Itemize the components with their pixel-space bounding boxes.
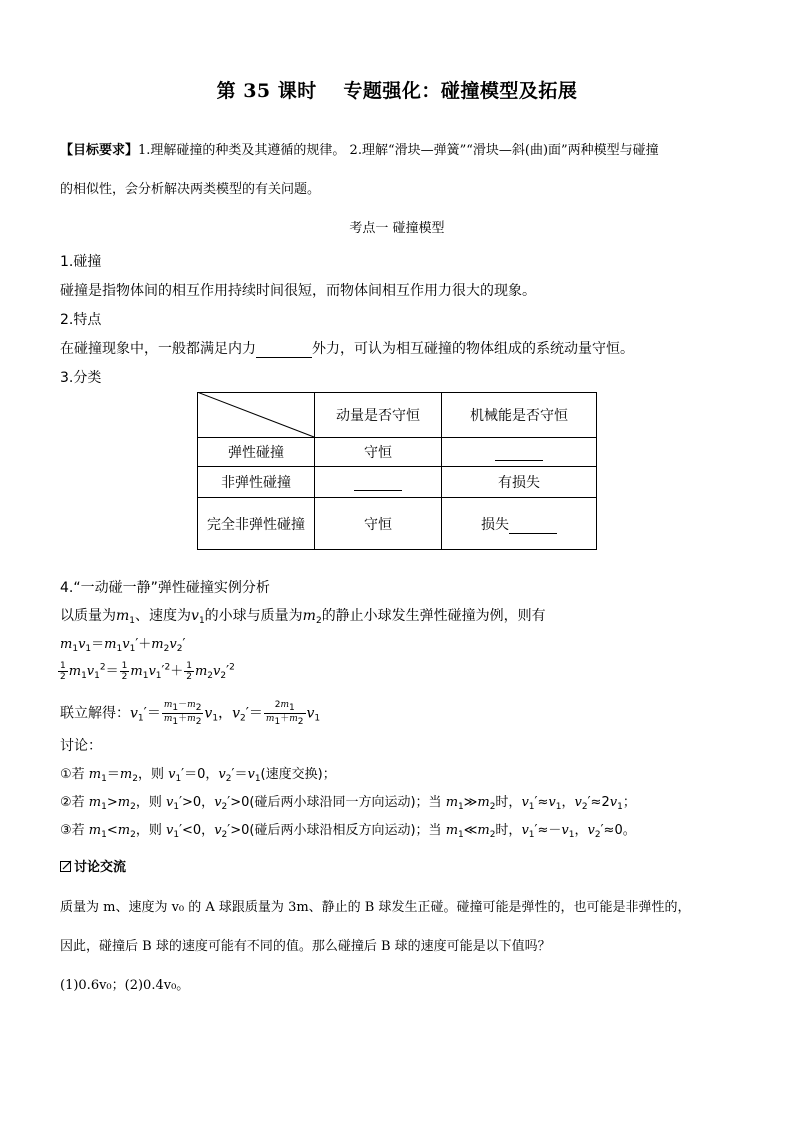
discussion-label: 讨论： — [60, 738, 102, 754]
section-1-heading: 1.碰撞 — [60, 254, 102, 270]
table-row-type: 弹性碰撞 — [198, 438, 315, 467]
section-1-text: 碰撞是指物体间的相互作用持续时间很短，而物体间相互作用力很大的现象。 — [60, 283, 536, 299]
section-3-heading: 3.分类 — [60, 370, 102, 386]
section-4-heading: 4.“一动碰一静”弹性碰撞实例分析 — [60, 580, 270, 596]
case-2: ②若 $m_1>m_2$，则 $v_1'>0$，$v_2'>0$(碰后两小球沿同一方向运动)；当 $m_1≫m_2$时，$v_1'\approx v_1$，$v_2'\approx 2v_1$； — [60, 795, 636, 812]
objectives-label: 【目标要求】 — [60, 143, 139, 158]
solution-equation: 联立解得：$v_1'=$ $\frac{m_1-m_2}{m_1+m_2}$ $v_1$，$v_2'=$ $\frac{2m_1}{m_1+m_2}$ $v_1$ — [60, 700, 321, 727]
table-header-energy: 机械能是否守恒 — [442, 393, 597, 438]
discussion-header: 讨论交流 — [60, 856, 126, 875]
case-1: ①若 $m_1=m_2$，则 $v_1'=0$，$v_2'=v_1$(速度交换)； — [60, 767, 336, 784]
case-3: ③若 $m_1<m_2$，则 $v_1'<0$，$v_2'>0$(碰后两小球沿相反方向运动)；当 $m_1≪m_2$时，$v_1'\approx-v_1$，$v_2'\approx 0$。 — [60, 823, 636, 840]
energy-equation: $\frac{1}{2}$ $m_1v_1^2=$ $\frac{1}{2}$ $m_1v_1'^2+$ $\frac{1}{2}$ $m_2v_2'^2$ — [60, 661, 235, 682]
table-cell-momentum: 守恒 — [315, 498, 442, 550]
section-2-heading: 2.特点 — [60, 312, 102, 328]
page-title: 第 35 课时 专题强化：碰撞模型及拓展 — [216, 80, 578, 102]
objectives-line-2: 的相似性，会分析解决两类模型的有关问题。 — [60, 182, 321, 197]
fill-blank[interactable] — [509, 517, 557, 534]
section-4-intro: 以质量为$m_1$、速度为$v_1$的小球与质量为$m_2$的静止小球发生弹性碰撞为例，则有 — [60, 608, 546, 626]
table-header-momentum: 动量是否守恒 — [315, 393, 442, 438]
fill-blank[interactable] — [256, 341, 312, 358]
fill-blank[interactable] — [495, 444, 543, 461]
discussion-line-3: (1)0.6v₀；(2)0.4v₀。 — [60, 978, 190, 993]
table-cell-momentum: 守恒 — [315, 438, 442, 467]
section-2-text: 在碰撞现象中，一般都满足内力 外力，可认为相互碰撞的物体组成的系统动量守恒。 — [60, 341, 634, 357]
table-row-type: 完全非弹性碰撞 — [198, 498, 315, 550]
table-cell-energy — [442, 438, 597, 467]
section-heading-kaodian: 考点一 碰撞模型 — [349, 221, 445, 236]
table-row-type: 非弹性碰撞 — [198, 467, 315, 498]
table-cell-energy: 有损失 — [442, 467, 597, 498]
table-cell-momentum — [315, 467, 442, 498]
table-cell-energy: 损失 — [442, 498, 597, 550]
discussion-line-2: 因此，碰撞后 B 球的速度可能有不同的值。那么碰撞后 B 球的速度可能是以下值吗？ — [60, 939, 551, 954]
discussion-line-1: 质量为 m、速度为 v₀ 的 A 球跟质量为 3m、静止的 B 球发生正碰。碰撞可能是弹性的，也可能是非弹性的， — [60, 900, 691, 915]
objectives-line-1: 【目标要求】1.理解碰撞的种类及其遵循的规律。 2.理解“滑块—弹簧”“滑块—斜(曲)面”两种模型与碰撞 — [60, 143, 659, 158]
table-diagonal-line — [197, 392, 315, 438]
momentum-equation: $m_1v_1=m_1v_1'+m_2v_2'$ — [60, 637, 186, 654]
pencil-note-icon — [60, 860, 72, 872]
fill-blank[interactable] — [354, 474, 402, 491]
